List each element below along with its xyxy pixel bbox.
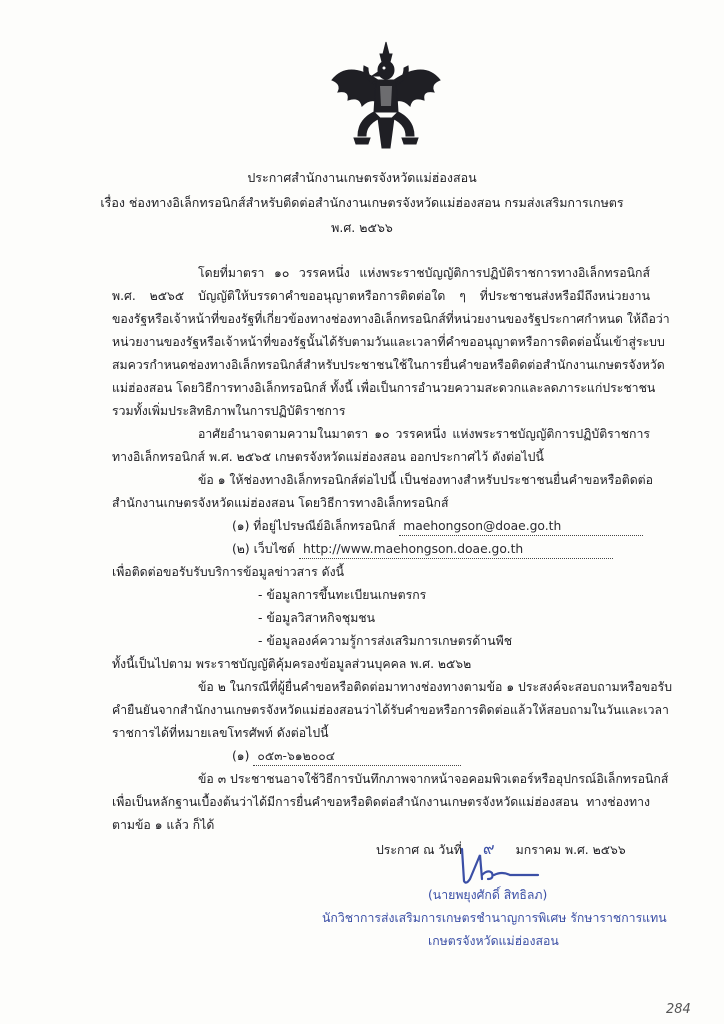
service-item: - ข้อมูลวิสาหกิจชุมชน xyxy=(258,611,376,625)
clause2-line: คำยืนยันจากสำนักงานเกษตรจังหวัดแม่ฮ่องสอนว่าได้รับคำขอหรือการติดต่อแล้วให้สอบถามในวันและเวลา xyxy=(112,703,669,717)
phone-label: (๑) xyxy=(232,749,250,763)
website-row xyxy=(232,540,613,559)
announced-day: ๙ xyxy=(482,839,495,858)
service-item: - ข้อมูลการขึ้นทะเบียนเกษตรกร xyxy=(258,588,427,602)
email-label: (๑) ที่อยู่ไปรษณีย์อิเล็กทรอนิกส์ xyxy=(232,519,396,533)
email-value[interactable]: maehongson@doae.go.th xyxy=(399,517,643,536)
website-label: (๒) เว็บไซต์ xyxy=(232,542,296,556)
signer-name: (นายพยุงศักดิ์ สิทธิลภ) xyxy=(428,888,548,902)
website-value[interactable]: http://www.maehongson.doae.go.th xyxy=(299,540,613,559)
announced-label: ประกาศ ณ วันที่ xyxy=(376,843,462,857)
handwritten-signature-icon xyxy=(452,845,542,887)
email-row xyxy=(232,517,643,536)
para1-line: พ.ศ. ๒๕๖๕ บัญญัติให้บรรดาคำขออนุญาตหรือการติดต่อใด ๆ ที่ประชาชนส่งหรือมีถึงหน่วยงาน xyxy=(112,289,650,303)
announcement-subject: เรื่อง ช่องทางอิเล็กทรอนิกส์สำหรับติดต่อสำนักงานเกษตรจังหวัดแม่ฮ่องสอน กรมส่งเสริมการเกษตร xyxy=(100,195,624,210)
para2-line: อาศัยอำนาจตามความในมาตรา ๑๐ วรรคหนึ่ง แห่งพระราชบัญญัติการปฏิบัติราชการ xyxy=(198,427,650,441)
clause3-line: ข้อ ๓ ประชาชนอาจใช้วิธีการบันทึกภาพจากหน้าจอคอมพิวเตอร์หรืออุปกรณ์อิเล็กทรอนิกส์ xyxy=(198,772,669,786)
announcement-year: พ.ศ. ๒๕๖๖ xyxy=(331,220,393,235)
para1-line: สมควรกำหนดช่องทางอิเล็กทรอนิกส์สำหรับประชาชนใช้ในการยื่นคำขอหรือติดต่อสำนักงานเกษตรจังหวัด xyxy=(112,358,665,372)
announcement-title: ประกาศสำนักงานเกษตรจังหวัดแม่ฮ่องสอน xyxy=(247,170,477,185)
clause2-line: ข้อ ๒ ในกรณีที่ผู้ยื่นคำขอหรือติดต่อมาทางช่องทางตามข้อ ๑ ประสงค์จะสอบถามหรือขอรับ xyxy=(198,680,673,694)
services-intro: เพื่อติดต่อขอรับรับบริการข้อมูลข่าวสาร ดังนี้ xyxy=(112,565,344,579)
clause3-line: เพื่อเป็นหลักฐานเบื้องต้นว่าได้มีการยื่นคำขอหรือติดต่อสำนักงานเกษตรจังหวัดแม่ฮ่องสอน ทางช่องทาง xyxy=(112,795,650,809)
service-item: - ข้อมูลองค์ความรู้การส่งเสริมการเกษตรด้านพืช xyxy=(258,634,513,648)
para1-line: รวมทั้งเพิ่มประสิทธิภาพในการปฏิบัติราชการ xyxy=(112,404,346,418)
services-footer: ทั้งนี้เป็นไปตาม พระราชบัญญัติคุ้มครองข้อมูลส่วนบุคคล พ.ศ. ๒๕๖๒ xyxy=(112,657,472,671)
para1-line: แม่ฮ่องสอน โดยวิธีการทางอิเล็กทรอนิกส์ ทั้งนี้ เพื่อเป็นการอำนวยความสะดวกและลดภาระแก่ประชาชน xyxy=(112,381,656,395)
phone-row xyxy=(232,747,461,766)
clause2-line: ราชการได้ที่หมายเลขโทรศัพท์ ดังต่อไปนี้ xyxy=(112,726,329,740)
clause1-line: สำนักงานเกษตรจังหวัดแม่ฮ่องสอน โดยวิธีการทางอิเล็กทรอนิกส์ xyxy=(112,496,449,510)
para2-line: ทางอิเล็กทรอนิกส์ พ.ศ. ๒๕๖๕ เกษตรจังหวัดแม่ฮ่องสอน ออกประกาศไว้ ดังต่อไปนี้ xyxy=(112,450,544,464)
page-number: 284 xyxy=(666,1002,691,1017)
clause1-line: ข้อ ๑ ให้ช่องทางอิเล็กทรอนิกส์ต่อไปนี้ เป็นช่องทางสำหรับประชาชนยื่นคำขอหรือติดต่อ xyxy=(198,473,654,487)
phone-value[interactable]: ๐๕๓-๖๑๒๐๐๔ xyxy=(253,747,461,766)
para1-line: หน่วยงานของรัฐหรือเจ้าหน้าที่ของรัฐนั้นได้รับตามวันและเวลาที่คำขออนุญาตหรือการติดต่อนั้นเข้าสู่ระบบ xyxy=(112,335,665,349)
clause3-line: ตามข้อ ๑ แล้ว ก็ได้ xyxy=(112,818,215,832)
announced-month-year: มกราคม พ.ศ. ๒๕๖๖ xyxy=(515,843,626,857)
garuda-emblem-icon xyxy=(328,40,444,152)
signer-office: เกษตรจังหวัดแม่ฮ่องสอน xyxy=(428,934,559,948)
para1-line: โดยที่มาตรา ๑๐ วรรคหนึ่ง แห่งพระราชบัญญัติการปฏิบัติราชการทางอิเล็กทรอนิกส์ xyxy=(198,266,650,280)
signer-position: นักวิชาการส่งเสริมการเกษตรชำนาญการพิเศษ รักษาราชการแทน xyxy=(322,911,667,925)
para1-line: ของรัฐหรือเจ้าหน้าที่ของรัฐที่เกี่ยวข้องทางช่องทางอิเล็กทรอนิกส์ที่หน่วยงานของรัฐประกาศกำหนด ให้ถือว่า xyxy=(112,312,670,326)
